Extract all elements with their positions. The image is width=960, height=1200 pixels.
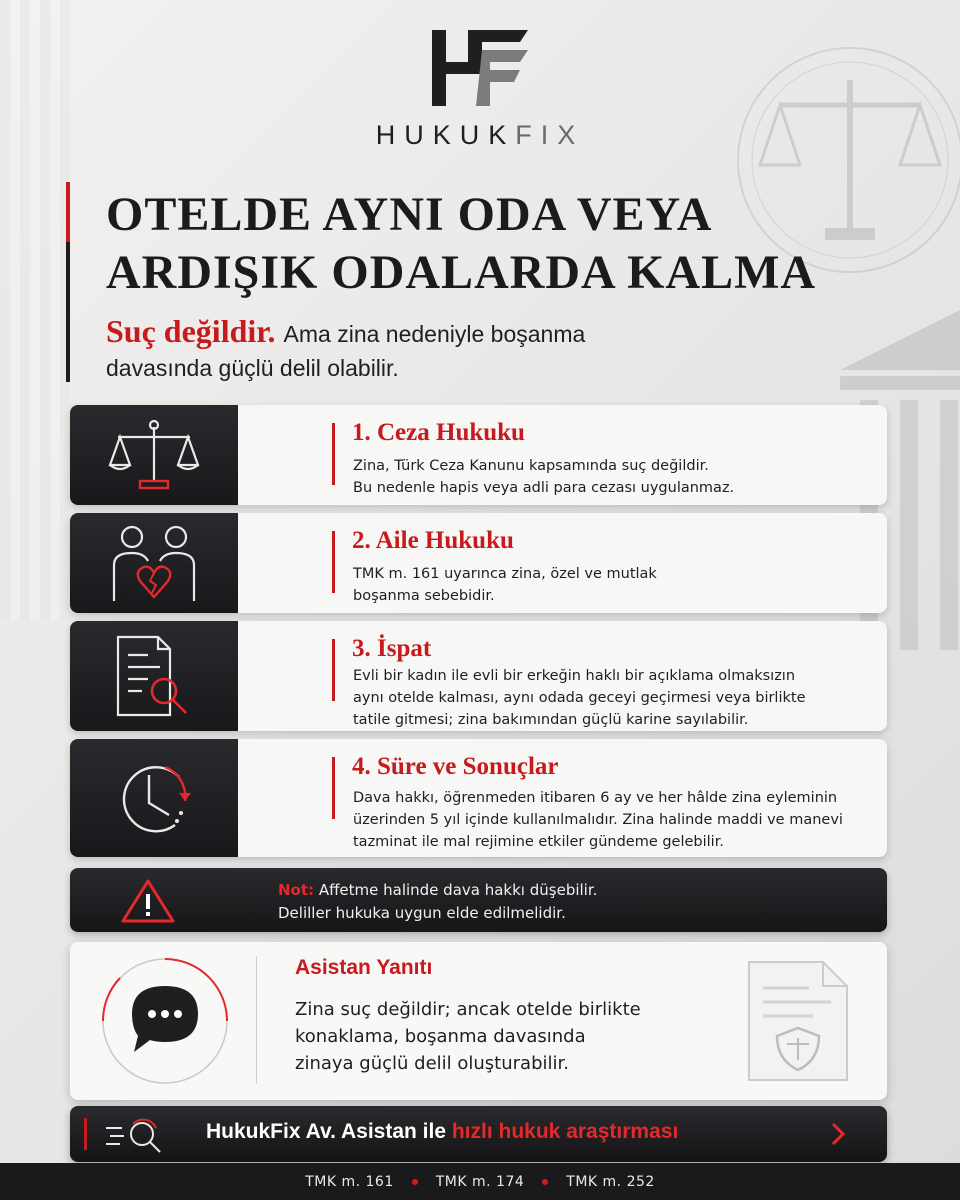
section-card-time-limits xyxy=(70,739,887,857)
section-title: 2. Aile Hukuku xyxy=(352,527,514,554)
section-title: 1. Ceza Hukuku xyxy=(352,419,525,446)
section-title: 4. Süre ve Sonuçlar xyxy=(352,753,559,780)
note-text xyxy=(278,879,597,925)
section-body xyxy=(353,665,873,731)
assistant-cta-button[interactable] xyxy=(70,1106,887,1162)
note-line-1: Affetme halinde dava hakkı düşebilir. xyxy=(318,881,598,899)
section-body-line: tazminat ile mal rejimine etkiler gündeme gelebilir. xyxy=(353,834,724,850)
assistant-title: Asistan Yanıtı xyxy=(295,956,433,979)
fast-search-icon xyxy=(104,1114,174,1154)
assistant-body-line: zinaya güçlü delil oluşturabilir. xyxy=(295,1053,569,1074)
section-body-line: üzerinden 5 yıl içinde kullanılmalıdır. Zina halinde maddi ve manevi xyxy=(353,812,843,828)
assistant-answer-card xyxy=(70,942,887,1100)
brand-logo xyxy=(0,26,960,151)
clock-icon xyxy=(109,753,199,843)
section-title: 3. İspat xyxy=(352,635,432,662)
assistant-body-line: konaklama, boşanma davasında xyxy=(295,1026,586,1047)
legal-document-icon xyxy=(743,958,853,1084)
hf-monogram-icon xyxy=(430,26,530,110)
section-accent-rule xyxy=(332,423,335,485)
section-icon-box xyxy=(70,621,238,731)
section-accent-rule xyxy=(332,639,335,701)
section-icon-box xyxy=(70,513,238,613)
warning-icon xyxy=(120,878,176,924)
brand-wordmark xyxy=(0,120,960,151)
subheadline-text-2: davasında güçlü delil olabilir. xyxy=(106,355,399,381)
cta-label xyxy=(206,1120,678,1144)
section-card-criminal-law xyxy=(70,405,887,505)
section-body xyxy=(353,787,873,853)
section-icon-box xyxy=(70,405,238,505)
section-body-line: aynı otelde kalması, aynı odada geceyi geçirmesi veya birlikte xyxy=(353,690,806,706)
section-card-family-law xyxy=(70,513,887,613)
title-line-2: ARDIŞIK ODALARDA KALMA xyxy=(106,246,817,299)
couple-broken-heart-icon xyxy=(106,521,202,605)
subheadline-emphasis: Suç değildir. xyxy=(106,313,276,349)
cta-label-white: HukukFix Av. Asistan ile xyxy=(206,1120,447,1143)
section-body-line: Zina, Türk Ceza Kanunu kapsamında suç değildir. xyxy=(353,458,709,474)
section-body-line: Bu nedenle hapis veya adli para cezası uygulanmaz. xyxy=(353,480,735,496)
chevron-right-icon xyxy=(829,1121,847,1147)
chat-bubble-icon xyxy=(100,956,230,1086)
brand-name-part1: HUKUK xyxy=(375,120,516,150)
separator-dot xyxy=(542,1179,548,1185)
legal-reference: TMK m. 161 xyxy=(305,1173,394,1190)
legal-reference: TMK m. 252 xyxy=(566,1173,655,1190)
section-body-line: Dava hakkı, öğrenmeden itibaren 6 ay ve her hâlde zina eyleminin xyxy=(353,790,838,806)
warning-note xyxy=(70,868,887,932)
assistant-divider xyxy=(256,956,257,1084)
headline-accent-bar xyxy=(66,182,70,382)
page-title xyxy=(106,186,896,302)
scales-icon xyxy=(106,415,202,495)
section-accent-rule xyxy=(332,531,335,593)
separator-dot xyxy=(412,1179,418,1185)
subheadline-text-1: Ama zina nedeniyle boşanma xyxy=(283,321,586,347)
subheadline xyxy=(106,314,806,385)
note-line-2: Deliller hukuka uygun elde edilmelidir. xyxy=(278,904,566,922)
document-search-icon xyxy=(112,633,196,719)
section-body-line: TMK m. 161 uyarınca zina, özel ve mutlak xyxy=(353,566,657,582)
section-body-line: boşanma sebebidir. xyxy=(353,588,495,604)
section-card-evidence xyxy=(70,621,887,731)
title-line-1: OTELDE AYNI ODA VEYA xyxy=(106,188,713,241)
section-icon-box xyxy=(70,739,238,857)
section-body-line: Evli bir kadın ile evli bir erkeğin haklı bir açıklama olmaksızın xyxy=(353,668,796,684)
section-body-line: tatile gitmesi; zina bakımından güçlü karine sayılabilir. xyxy=(353,712,749,728)
cta-label-red: hızlı hukuk araştırması xyxy=(451,1120,679,1143)
note-label: Not: xyxy=(278,881,315,899)
legal-references-footer xyxy=(0,1163,960,1200)
assistant-body xyxy=(295,996,715,1077)
section-body xyxy=(353,563,873,607)
legal-reference: TMK m. 174 xyxy=(435,1173,525,1190)
assistant-body-line: Zina suç değildir; ancak otelde birlikte xyxy=(295,999,641,1020)
section-accent-rule xyxy=(332,757,335,819)
brand-name-part2: FIX xyxy=(515,120,585,150)
section-body xyxy=(353,455,873,499)
